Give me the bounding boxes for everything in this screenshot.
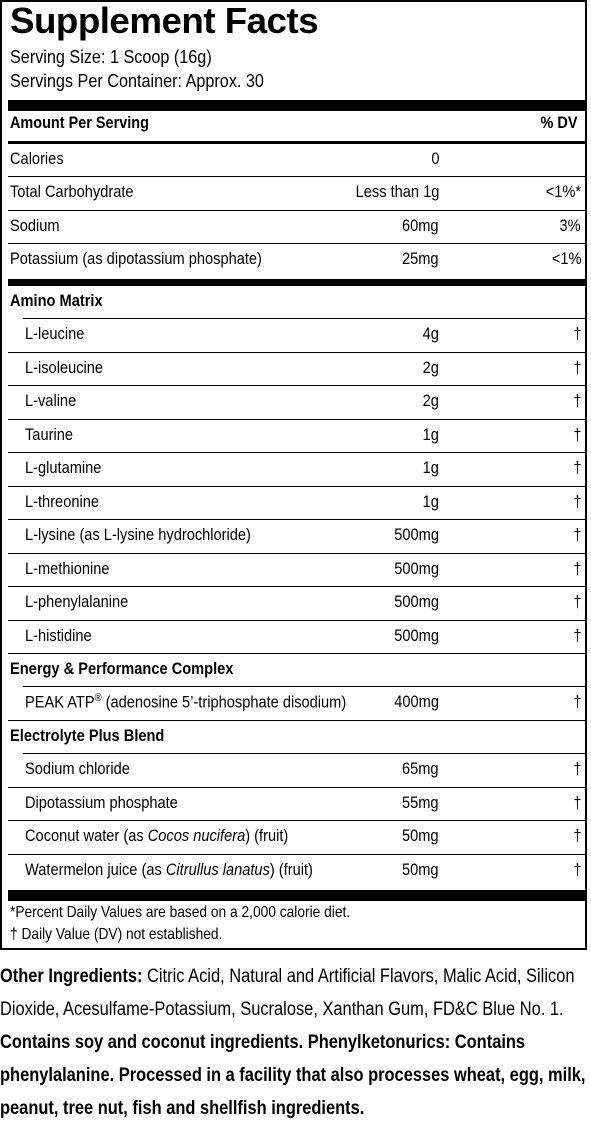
section-title: Amino Matrix	[10, 291, 103, 310]
other-ingredients-list: Citric Acid, Natural and Artificial Flavors, Malic Acid, Silicon Dioxide, Acesulfame-Potassium, Sucralose, Xanthan Gum, FD&C Blue No. 1.	[0, 966, 575, 1020]
ingredient-daily-value: †	[572, 525, 581, 545]
table-row	[2, 177, 589, 210]
ingredient-name: Coconut water (as Cocos nucifera) (fruit)	[25, 826, 289, 846]
table-row	[2, 687, 589, 720]
ingredient-daily-value: †	[572, 324, 581, 344]
ingredient-amount: 50mg	[402, 859, 439, 879]
table-row	[2, 554, 589, 587]
ingredient-daily-value: †	[572, 491, 581, 511]
ingredient-name: PEAK ATP® (adenosine 5’-triphosphate disodium)	[25, 692, 347, 713]
ingredient-daily-value: †	[572, 391, 581, 411]
table-row	[2, 487, 589, 520]
ingredient-amount: 2g	[422, 391, 439, 411]
ingredient-name: Taurine	[25, 424, 73, 444]
table-row	[2, 855, 589, 888]
table-row	[2, 144, 589, 177]
table-row	[2, 420, 589, 453]
ingredient-daily-value: †	[572, 859, 581, 879]
ingredient-amount: 400mg	[394, 692, 439, 712]
ingredient-daily-value: †	[572, 692, 581, 712]
ingredient-daily-value: †	[572, 424, 581, 444]
ingredient-amount: 65mg	[402, 759, 439, 779]
ingredient-amount: 500mg	[394, 592, 439, 612]
ingredient-name: Dipotassium phosphate	[25, 792, 178, 812]
ingredient-amount: 1g	[422, 458, 439, 478]
ingredient-daily-value: †	[572, 357, 581, 377]
ingredient-amount: 1g	[422, 424, 439, 444]
ingredient-daily-value: <1%*	[545, 182, 581, 202]
other-ingredients	[0, 960, 588, 1125]
ingredient-daily-value: †	[572, 759, 581, 779]
ingredient-amount: 500mg	[394, 558, 439, 578]
ingredient-name: Sodium chloride	[25, 759, 130, 779]
ingredient-daily-value: †	[572, 592, 581, 612]
section-header	[2, 286, 589, 319]
table-row	[2, 520, 589, 553]
footnote-dv: *Percent Daily Values are based on a 2,000 calorie diet.	[10, 904, 351, 921]
ingredient-amount: 1g	[422, 491, 439, 511]
ingredient-name: L-threonine	[25, 491, 99, 511]
ingredient-name: L-methionine	[25, 558, 110, 578]
ingredient-name: Total Carbohydrate	[10, 182, 134, 202]
section-title: Electrolyte Plus Blend	[10, 725, 165, 745]
ingredient-amount: 500mg	[394, 625, 439, 645]
ingredient-name: L-isoleucine	[25, 357, 104, 377]
serving-size: Serving Size: 1 Scoop (16g)	[10, 47, 212, 67]
ingredient-daily-value: †	[572, 792, 581, 812]
other-ingredients-label: Other Ingredients:	[0, 966, 143, 987]
ingredient-amount: 0	[430, 149, 439, 168]
thick-divider	[8, 100, 586, 111]
footnote-dagger: † Daily Value (DV) not established.	[10, 926, 223, 943]
table-row	[2, 244, 589, 277]
thick-divider-bottom	[8, 890, 586, 901]
ingredient-daily-value: <1%	[551, 249, 581, 269]
table-row	[2, 453, 589, 486]
ingredient-name: Potassium (as dipotassium phosphate)	[10, 249, 262, 269]
ingredient-amount: Less than 1g	[355, 182, 439, 202]
servings-per-container: Servings Per Container: Approx. 30	[10, 71, 264, 91]
ingredient-name: L-lysine (as L-lysine hydrochloride)	[25, 525, 251, 545]
section-header	[2, 721, 589, 754]
ingredient-daily-value: 3%	[559, 215, 581, 235]
table-row	[2, 821, 589, 854]
section-title: Energy & Performance Complex	[10, 658, 234, 678]
ingredient-name: L-leucine	[25, 324, 85, 344]
ingredient-name: L-glutamine	[25, 458, 102, 478]
table-row	[2, 788, 589, 821]
section-divider	[8, 279, 586, 286]
ingredient-amount: 25mg	[402, 249, 439, 269]
table-row	[2, 386, 589, 419]
ingredient-amount: 4g	[422, 324, 439, 344]
ingredient-name: L-histidine	[25, 625, 92, 645]
table-row	[2, 621, 589, 654]
amount-per-serving-header: Amount Per Serving	[10, 113, 149, 132]
ingredient-amount: 60mg	[402, 215, 439, 235]
table-row	[2, 587, 589, 620]
allergen-statement: Contains soy and coconut ingredients. Phenylketonurics: Contains phenylalanine. Processed in a facility that also processes wheat, egg, milk, peanut, tree nut, fish and shellfish ingredients.	[0, 1032, 586, 1119]
ingredient-name: Calories	[10, 149, 64, 168]
ingredient-name: Sodium	[10, 215, 60, 235]
ingredient-daily-value: †	[572, 558, 581, 578]
ingredient-name: L-valine	[25, 391, 77, 411]
section-header	[2, 654, 589, 687]
ingredient-amount: 2g	[422, 357, 439, 377]
ingredient-amount: 50mg	[402, 826, 439, 846]
ingredient-amount: 55mg	[402, 792, 439, 812]
ingredient-name: Watermelon juice (as Citrullus lanatus) (fruit)	[25, 859, 313, 879]
ingredient-daily-value: †	[572, 826, 581, 846]
panel-title: Supplement Facts	[10, 0, 319, 41]
ingredient-name: L-phenylalanine	[25, 592, 129, 612]
table-row	[2, 319, 589, 352]
ingredient-amount: 500mg	[394, 525, 439, 545]
daily-value-header: % DV	[540, 113, 577, 132]
table-row	[2, 754, 589, 787]
table-row	[2, 211, 589, 244]
table-row	[2, 353, 589, 386]
ingredient-daily-value: †	[572, 625, 581, 645]
ingredient-daily-value: †	[572, 458, 581, 478]
